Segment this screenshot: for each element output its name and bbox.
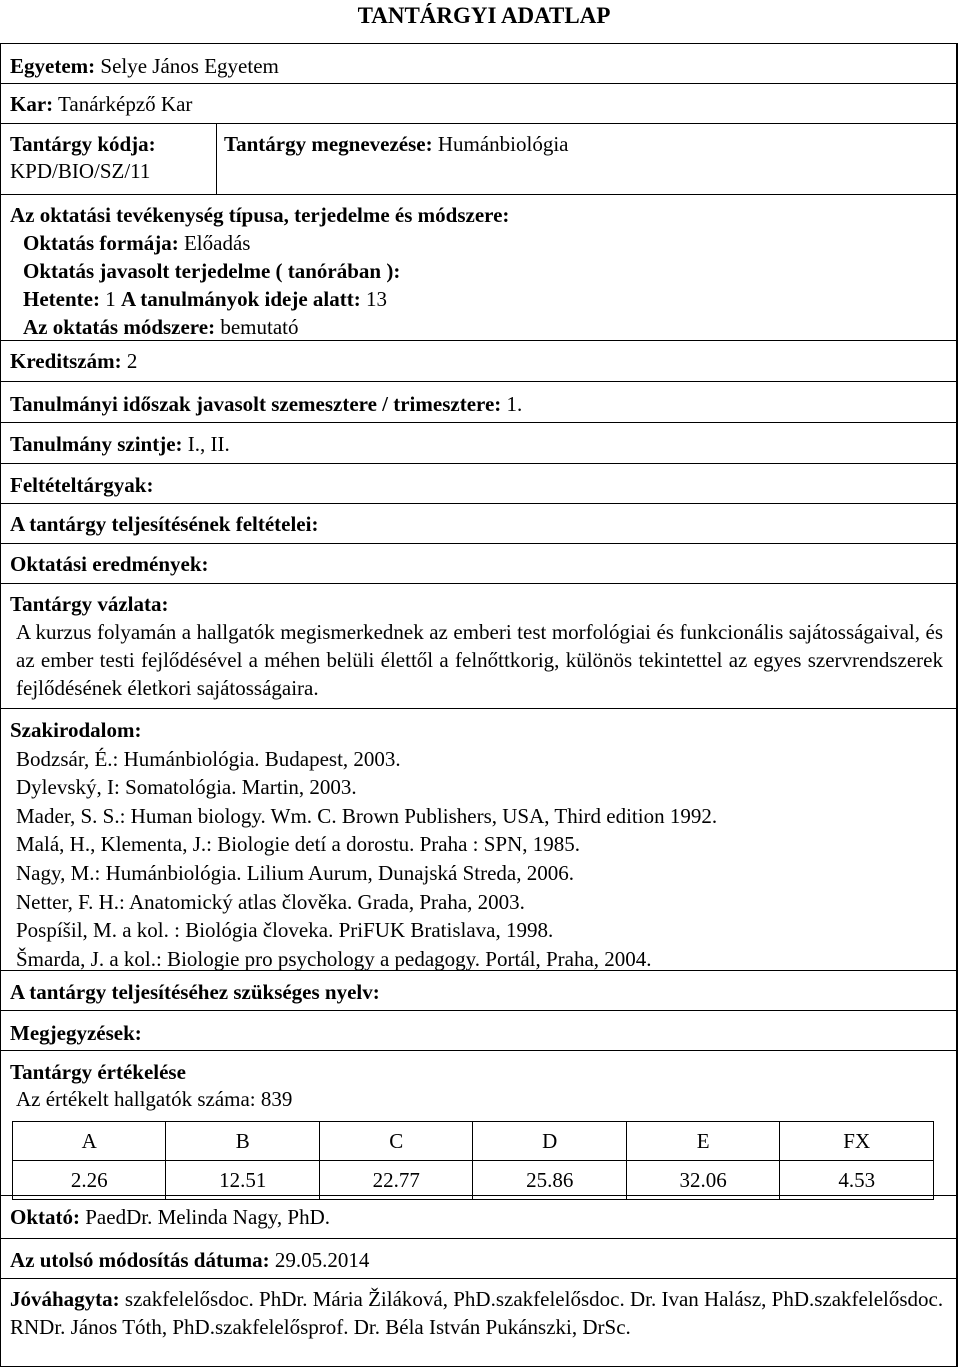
course-code-cell xyxy=(1,124,217,194)
grade-value-cell: 25.86 xyxy=(473,1161,626,1200)
teacher-label: Oktató: xyxy=(10,1205,80,1229)
evaluation-count: Az értékelt hallgatók száma: 839 xyxy=(16,1087,293,1111)
faculty-row xyxy=(1,84,956,124)
literature-item: Pospíšil, M. a kol. : Biológia človeka. PriFUK Bratislava, 1998. xyxy=(16,918,554,943)
grade-cell: D xyxy=(473,1122,626,1161)
university-value: Selye János Egyetem xyxy=(100,54,279,78)
outcomes-row xyxy=(1,544,956,584)
grade-header-row xyxy=(13,1122,934,1161)
teacher-value: PaedDr. Melinda Nagy, PhD. xyxy=(85,1205,331,1229)
university-row xyxy=(1,44,956,84)
course-name-value: Humánbiológia xyxy=(437,132,569,156)
literature-item: Mader, S. S.: Human biology. Wm. C. Brown Publishers, USA, Third edition 1992. xyxy=(16,803,718,828)
literature-row xyxy=(1,709,956,971)
semester-label: Tanulmányi időszak javasolt szemesztere / trimesztere: xyxy=(10,392,502,416)
course-code-label: Tantárgy kódja: xyxy=(10,132,156,156)
approved-row xyxy=(1,1279,956,1341)
course-id-row xyxy=(1,124,956,195)
faculty-label: Kar: xyxy=(10,92,54,116)
credits-row xyxy=(1,341,956,382)
literature-item: Nagy, M.: Humánbiológia. Lilium Aurum, Dunajská Streda, 2006. xyxy=(16,860,574,885)
notes-label: Megjegyzések: xyxy=(10,1021,142,1045)
teacher-row xyxy=(1,1196,956,1239)
outline-text: A kurzus folyamán a hallgatók megismerkednek az emberi test morfológiai és funkcionális sajátosságaival, és az ember testi fejlődésével a méhen belüli élettől a felnőttkorig, különös tekintettel az egyes szervrendszerek fejlődésének életkori sajátosságaira. xyxy=(16,620,943,700)
level-value: I., II. xyxy=(187,432,230,456)
evaluation-label: Tantárgy értékelése xyxy=(10,1060,186,1084)
last-modified-label: Az utolsó módosítás dátuma: xyxy=(10,1248,270,1272)
activity-method: Az oktatás módszere: bemutató xyxy=(23,315,299,339)
faculty-value: Tanárképző Kar xyxy=(58,92,193,116)
outcomes-label: Oktatási eredmények: xyxy=(10,552,209,576)
literature-item: Bodzsár, É.: Humánbiológia. Budapest, 2003. xyxy=(16,746,401,771)
evaluation-row xyxy=(1,1051,956,1196)
notes-row xyxy=(1,1011,956,1051)
prerequisites-row xyxy=(1,464,956,504)
credits-label: Kreditszám: xyxy=(10,349,122,373)
semester-row xyxy=(1,382,956,423)
requirements-row xyxy=(1,504,956,544)
activity-heading: Az oktatási tevékenység típusa, terjedelme és módszere: xyxy=(10,203,510,227)
literature-item: Malá, H., Klementa, J.: Biologie detí a dorostu. Praha : SPN, 1985. xyxy=(16,832,581,857)
activity-row xyxy=(1,195,956,341)
university-label: Egyetem: xyxy=(10,54,96,78)
grade-cell: A xyxy=(13,1122,166,1161)
grade-value-cell: 22.77 xyxy=(319,1161,472,1200)
grade-cell: C xyxy=(319,1122,472,1161)
last-modified-value: 29.05.2014 xyxy=(274,1248,370,1272)
course-code-value: KPD/BIO/SZ/11 xyxy=(10,159,151,183)
outline-label: Tantárgy vázlata: xyxy=(10,592,169,616)
approved-label: Jóváhagyta: xyxy=(10,1287,120,1311)
page-title: TANTÁRGYI ADATLAP xyxy=(357,3,611,28)
grade-table xyxy=(12,1121,934,1200)
semester-value: 1. xyxy=(506,392,523,416)
activity-scope: Oktatás javasolt terjedelme ( tanórában ): xyxy=(23,259,401,283)
prerequisites-label: Feltételtárgyak: xyxy=(10,473,154,497)
literature-item: Netter, F. H.: Anatomický atlas člověka. Grada, Praha, 2003. xyxy=(16,889,525,914)
literature-item: Dylevský, I: Somatológia. Martin, 2003. xyxy=(16,775,357,800)
language-row xyxy=(1,971,956,1011)
level-label: Tanulmány szintje: xyxy=(10,432,183,456)
literature-label: Szakirodalom: xyxy=(10,718,142,742)
grade-value-cell: 32.06 xyxy=(626,1161,779,1200)
grade-cell: E xyxy=(626,1122,779,1161)
level-row xyxy=(1,423,956,464)
language-label: A tantárgy teljesítéséhez szükséges nyelv: xyxy=(10,980,380,1004)
activity-hours: Hetente: 1 A tanulmányok ideje alatt: 13 xyxy=(23,287,387,311)
grade-value-cell: 12.51 xyxy=(166,1161,319,1200)
grade-value-row xyxy=(13,1161,934,1200)
literature-item: Šmarda, J. a kol.: Biologie pro psychology a pedagogy. Portál, Praha, 2004. xyxy=(16,946,652,971)
approved-value: szakfelelősdoc. PhDr. Mária Žiláková, PhD.szakfelelősdoc. Dr. Ivan Halász, PhD.szakfelelősdoc. RNDr. János Tóth, PhD.szakfelelősprof. Dr. Béla István Pukánszki, DrSc. xyxy=(10,1287,944,1339)
course-sheet xyxy=(0,43,958,1367)
credits-value: 2 xyxy=(126,349,138,373)
grade-value-cell: 4.53 xyxy=(780,1161,934,1200)
outline-row xyxy=(1,584,956,709)
grade-cell: FX xyxy=(780,1122,934,1161)
last-modified-row xyxy=(1,1239,956,1279)
grade-cell: B xyxy=(166,1122,319,1161)
course-name-label: Tantárgy megnevezése: xyxy=(224,132,433,156)
grade-value-cell: 2.26 xyxy=(13,1161,166,1200)
requirements-label: A tantárgy teljesítésének feltételei: xyxy=(10,512,319,536)
course-name-cell xyxy=(217,124,956,194)
activity-form: Oktatás formája: Előadás xyxy=(23,231,251,255)
